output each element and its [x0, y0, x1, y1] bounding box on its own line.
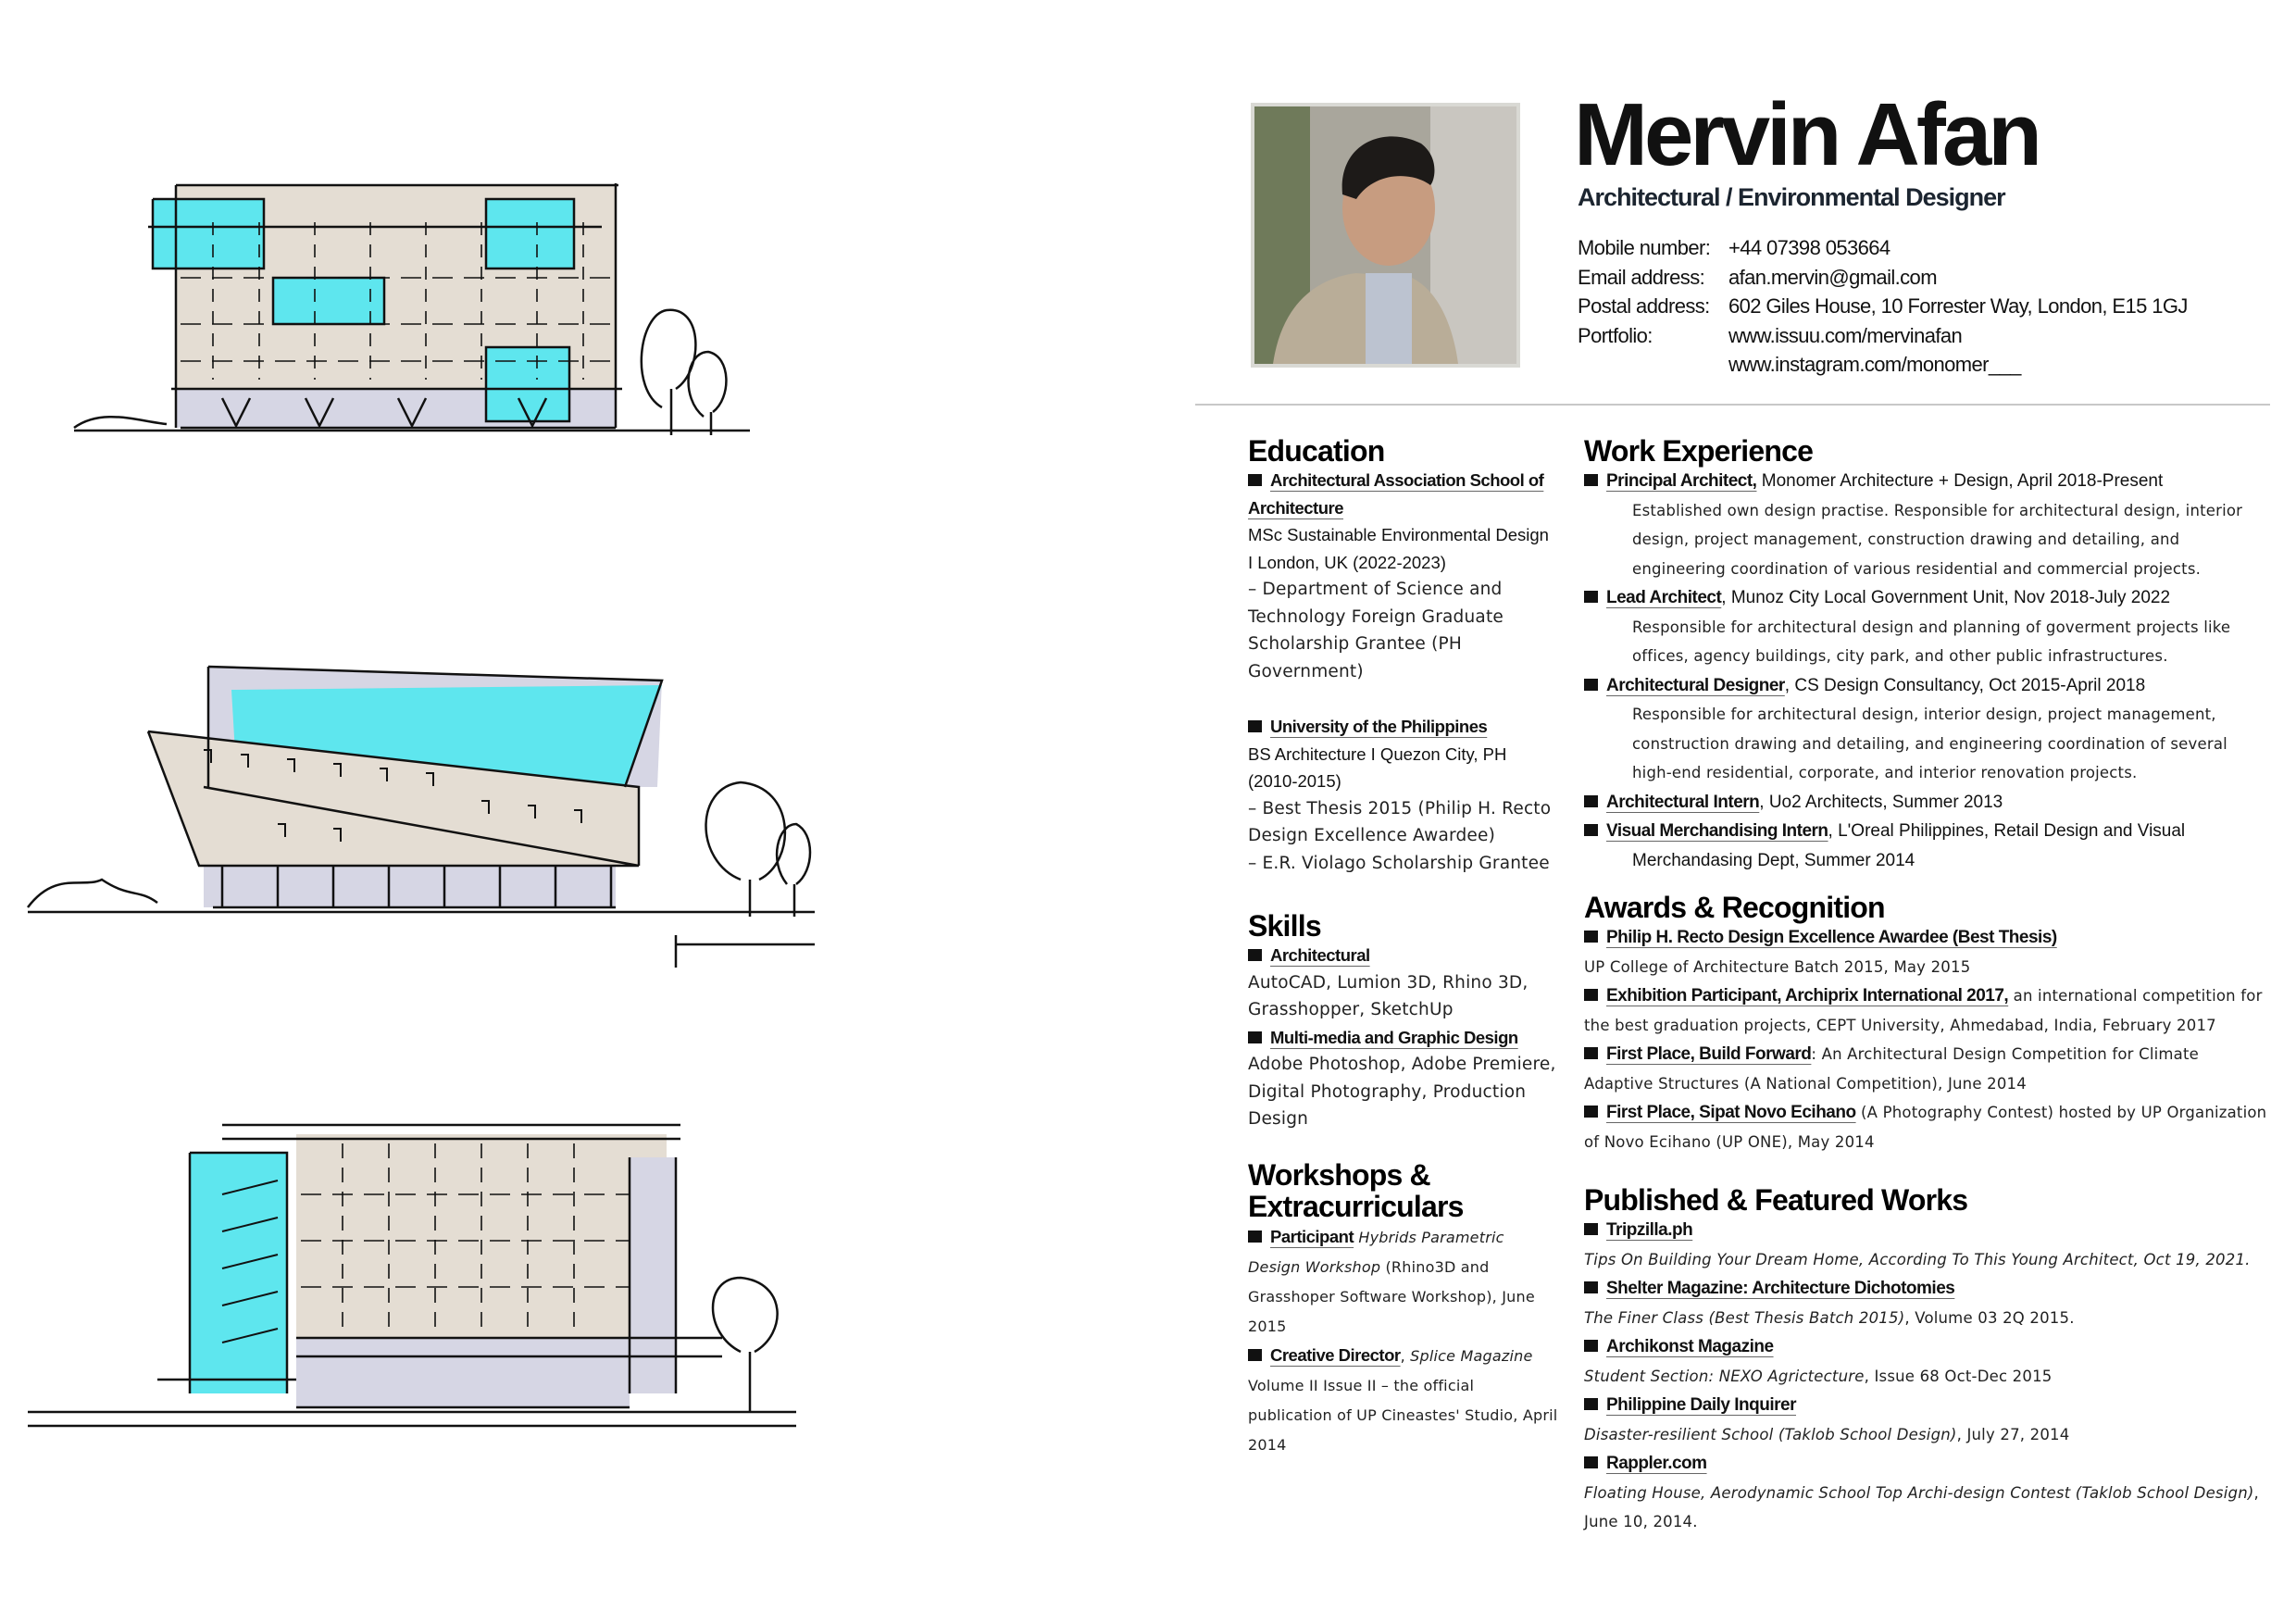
- article-title: Disaster-resilient School (Taklob School Design): [1584, 1425, 1957, 1443]
- award-title: First Place, Sipat Novo Ecihano: [1606, 1103, 1856, 1122]
- section-heading: Awards & Recognition: [1584, 891, 1885, 924]
- award-title: Philip H. Recto Design Excellence Awardee (Best Thesis): [1606, 928, 2057, 947]
- workshop-name: Splice Magazine: [1410, 1346, 1533, 1365]
- job-description: Responsible for architectural design, interior design, project management, construction drawing and detailing, and engineering coordination of several high-end residential, corporate, and interior renovation projects.: [1632, 706, 2227, 781]
- job-org: , CS Design Consultancy, Oct 2015-April 2018: [1784, 675, 2146, 695]
- square-bullet-icon: [1248, 1031, 1262, 1043]
- issue-info: , June 10, 2014.: [1584, 1483, 2259, 1530]
- contact-label: Portfolio:: [1578, 323, 1653, 347]
- publication-title[interactable]: Shelter Magazine: Architecture Dichotomies: [1606, 1279, 1955, 1298]
- square-bullet-icon: [1248, 720, 1262, 732]
- square-bullet-icon: [1584, 989, 1598, 1001]
- publication-details: [1584, 1304, 2269, 1333]
- article-title: Student Section: NEXO Agrictecture: [1584, 1367, 1865, 1385]
- candidate-name: Mervin Afan: [1574, 85, 2039, 184]
- contact-label: Mobile number:: [1578, 236, 1711, 259]
- school-name: University of the Philippines: [1270, 717, 1488, 736]
- square-bullet-icon: [1584, 1456, 1598, 1468]
- square-bullet-icon: [1248, 474, 1262, 486]
- profile-photo: [1251, 103, 1520, 368]
- workshop-role: Creative Director: [1270, 1344, 1401, 1365]
- square-bullet-icon: [1584, 795, 1598, 807]
- square-bullet-icon: [1584, 1281, 1598, 1293]
- publication-title-row: [1584, 1216, 2269, 1245]
- square-bullet-icon: [1584, 824, 1598, 836]
- publication-title[interactable]: Rappler.com: [1606, 1454, 1707, 1473]
- section-heading: Published & Featured Works: [1584, 1183, 1968, 1217]
- job-org: , L'Oreal Philippines, Retail Design and Visual: [1828, 821, 2186, 841]
- job-item: [1584, 788, 2269, 818]
- section-heading: Skills: [1248, 909, 1321, 943]
- job-description: Established own design practise. Responsible for architectural design, interior design, project management, construction drawing and detailing, and engineering coordination of various residential and commercial projects.: [1632, 501, 2243, 578]
- award-item: [1584, 1098, 2269, 1156]
- education-note: – Department of Science and Technology Foreign Graduate Scholarship Grantee (PH Government): [1248, 580, 1504, 681]
- contact-row-email: [1578, 263, 2188, 293]
- square-bullet-icon: [1584, 1223, 1598, 1235]
- workshop-details: Volume II Issue II – the official publication of UP Cineastes' Studio, April 2014: [1248, 1376, 1558, 1454]
- publication-title-row: [1584, 1449, 2269, 1479]
- article-title: Tips On Building Your Dream Home, According To This Young Architect, Oct 19, 2021.: [1584, 1250, 2251, 1268]
- workshop-name: Hybrids Parametric Design Workshop: [1248, 1228, 1504, 1276]
- job-org: , Uo2 Architects, Summer 2013: [1759, 792, 2003, 812]
- award-item: [1584, 981, 2269, 1040]
- degree: BS Architecture I Quezon City, PH (2010-2015): [1248, 743, 1507, 791]
- skills-section: [1248, 910, 1558, 1133]
- publication-title[interactable]: Philippine Daily Inquirer: [1606, 1395, 1796, 1415]
- job-role: Principal Architect,: [1606, 471, 1757, 491]
- left-column: [1248, 435, 1558, 1459]
- skill-list: Adobe Photoshop, Adobe Premiere, Digital Photography, Production Design: [1248, 1055, 1556, 1129]
- contact-row-portfolio: [1578, 321, 2188, 351]
- issue-info: , July 27, 2014: [1956, 1425, 2070, 1443]
- job-org: , Munoz City Local Government Unit, Nov 2018-July 2022: [1721, 588, 2171, 607]
- article-title: The Finer Class (Best Thesis Batch 2015): [1584, 1308, 1905, 1327]
- publication-title-row: [1584, 1391, 2269, 1420]
- education-note: – E.R. Violago Scholarship Grantee: [1248, 853, 1550, 873]
- publication-title[interactable]: Tripzilla.ph: [1606, 1220, 1693, 1240]
- contact-row-mobile: [1578, 233, 2188, 263]
- job-role: Lead Architect: [1606, 588, 1722, 607]
- education-note: – Best Thesis 2015 (Philip H. Recto Design Excellence Awardee): [1248, 798, 1552, 845]
- sketch-building-3: [28, 1125, 796, 1426]
- job-title: Architectural / Environmental Designer: [1578, 183, 2005, 211]
- square-bullet-icon: [1584, 474, 1598, 486]
- section-heading: Workshops & Extracurriculars: [1248, 1157, 1464, 1223]
- degree: MSc Sustainable Environmental Design I London, UK (2022-2023): [1248, 525, 1549, 572]
- job-org: Monomer Architecture + Design, April 2018-Present: [1756, 471, 2164, 491]
- award-details: (A Photography Contest) hosted by UP Organization of Novo Ecihano (UP ONE), May 2014: [1584, 1104, 2267, 1151]
- work-experience-section: [1584, 435, 2269, 875]
- award-details: UP College of Architecture Batch 2015, May 2015: [1584, 957, 1971, 976]
- square-bullet-icon: [1584, 1340, 1598, 1352]
- article-title: Floating House, Aerodynamic School Top Archi-design Contest (Taklob School Design): [1584, 1483, 2254, 1502]
- postal-address: 602 Giles House, 10 Forrester Way, London, E15 1GJ: [1728, 294, 2188, 318]
- square-bullet-icon: [1248, 1349, 1262, 1361]
- mobile-number: +44 07398 053664: [1728, 236, 1890, 259]
- square-bullet-icon: [1584, 931, 1598, 943]
- skill-group-title: [1248, 1024, 1558, 1052]
- workshop-item: [1248, 1222, 1558, 1341]
- published-works-section: [1584, 1184, 2269, 1537]
- publication-details: [1584, 1245, 2269, 1275]
- awards-section: [1584, 892, 2269, 1156]
- job-role: Architectural Intern: [1606, 792, 1760, 812]
- contact-label: Postal address:: [1578, 294, 1710, 318]
- job-item: [1584, 817, 2269, 846]
- school-name: Architectural Association School of Architecture: [1248, 470, 1544, 518]
- job-role: Visual Merchandising Intern: [1606, 821, 1828, 841]
- education-section: [1248, 435, 1558, 877]
- workshop-item: [1248, 1341, 1558, 1459]
- education-item: [1248, 713, 1558, 741]
- award-title: First Place, Build Forward: [1606, 1044, 1812, 1064]
- job-item: [1584, 467, 2269, 496]
- person-portrait-image: [1254, 106, 1516, 364]
- issue-info: , Issue 68 Oct-Dec 2015: [1864, 1367, 2053, 1385]
- email-link[interactable]: afan.mervin@gmail.com: [1728, 265, 1937, 289]
- contact-details: [1578, 233, 2188, 380]
- education-item: [1248, 467, 1558, 521]
- publication-details: [1584, 1420, 2269, 1450]
- separator: ,: [1400, 1346, 1411, 1365]
- skill-group-title: [1248, 942, 1558, 969]
- square-bullet-icon: [1584, 1047, 1598, 1059]
- publication-details: [1584, 1362, 2269, 1392]
- publication-title-row: [1584, 1332, 2269, 1362]
- square-bullet-icon: [1248, 1230, 1262, 1243]
- contact-row-address: [1578, 292, 2188, 321]
- award-details: an international competition for the best graduation projects, CEPT University, Ahmedabad, India, February 2017: [1584, 987, 2263, 1034]
- section-heading: Education: [1248, 434, 1385, 468]
- section-heading: Work Experience: [1584, 434, 1814, 468]
- job-description: Merchandasing Dept, Summer 2014: [1632, 850, 1915, 870]
- skill-list: AutoCAD, Lumion 3D, Rhino 3D, Grasshopper, SketchUp: [1248, 972, 1529, 1019]
- square-bullet-icon: [1584, 679, 1598, 691]
- header-divider: [1195, 404, 2270, 406]
- right-column: [1584, 435, 2269, 1537]
- sketch-building-2: [28, 667, 815, 968]
- square-bullet-icon: [1584, 1398, 1598, 1410]
- portfolio-link-instagram[interactable]: www.instagram.com/monomer___: [1728, 353, 2021, 376]
- portfolio-link-issuu[interactable]: www.issuu.com/mervinafan: [1728, 323, 1963, 347]
- skill-group-label: Architectural: [1270, 945, 1370, 965]
- award-item: [1584, 1040, 2269, 1098]
- skill-group-label: Multi-media and Graphic Design: [1270, 1027, 1518, 1047]
- square-bullet-icon: [1248, 949, 1262, 961]
- sketch-building-1: [74, 183, 750, 435]
- contact-label: Email address:: [1578, 265, 1705, 289]
- publication-title-row: [1584, 1274, 2269, 1304]
- architectural-sketches: [0, 0, 833, 1624]
- square-bullet-icon: [1584, 591, 1598, 603]
- square-bullet-icon: [1584, 1106, 1598, 1118]
- contact-label: [1578, 350, 1728, 380]
- award-details: : An Architectural Design Competition for Climate Adaptive Structures (A National Competition), June 2014: [1584, 1045, 2200, 1093]
- workshops-section: [1248, 1159, 1558, 1459]
- workshop-role: Participant: [1270, 1226, 1354, 1246]
- job-description: Responsible for architectural design and planning of goverment projects like offices, agency buildings, city park, and other public infrastructures.: [1632, 618, 2231, 665]
- award-item: [1584, 923, 2269, 953]
- award-title: Exhibition Participant, Archiprix International 2017,: [1606, 986, 2009, 1006]
- job-item: [1584, 671, 2269, 701]
- contact-row-portfolio-2: [1578, 350, 2188, 380]
- publication-details: [1584, 1479, 2269, 1537]
- job-item: [1584, 583, 2269, 613]
- job-role: Architectural Designer: [1606, 675, 1785, 695]
- publication-title[interactable]: Archikonst Magazine: [1606, 1337, 1774, 1356]
- issue-info: , Volume 03 2Q 2015.: [1904, 1308, 2075, 1327]
- workshop-details: (Rhino3D and Grasshoper Software Workshop), June 2015: [1248, 1257, 1535, 1335]
